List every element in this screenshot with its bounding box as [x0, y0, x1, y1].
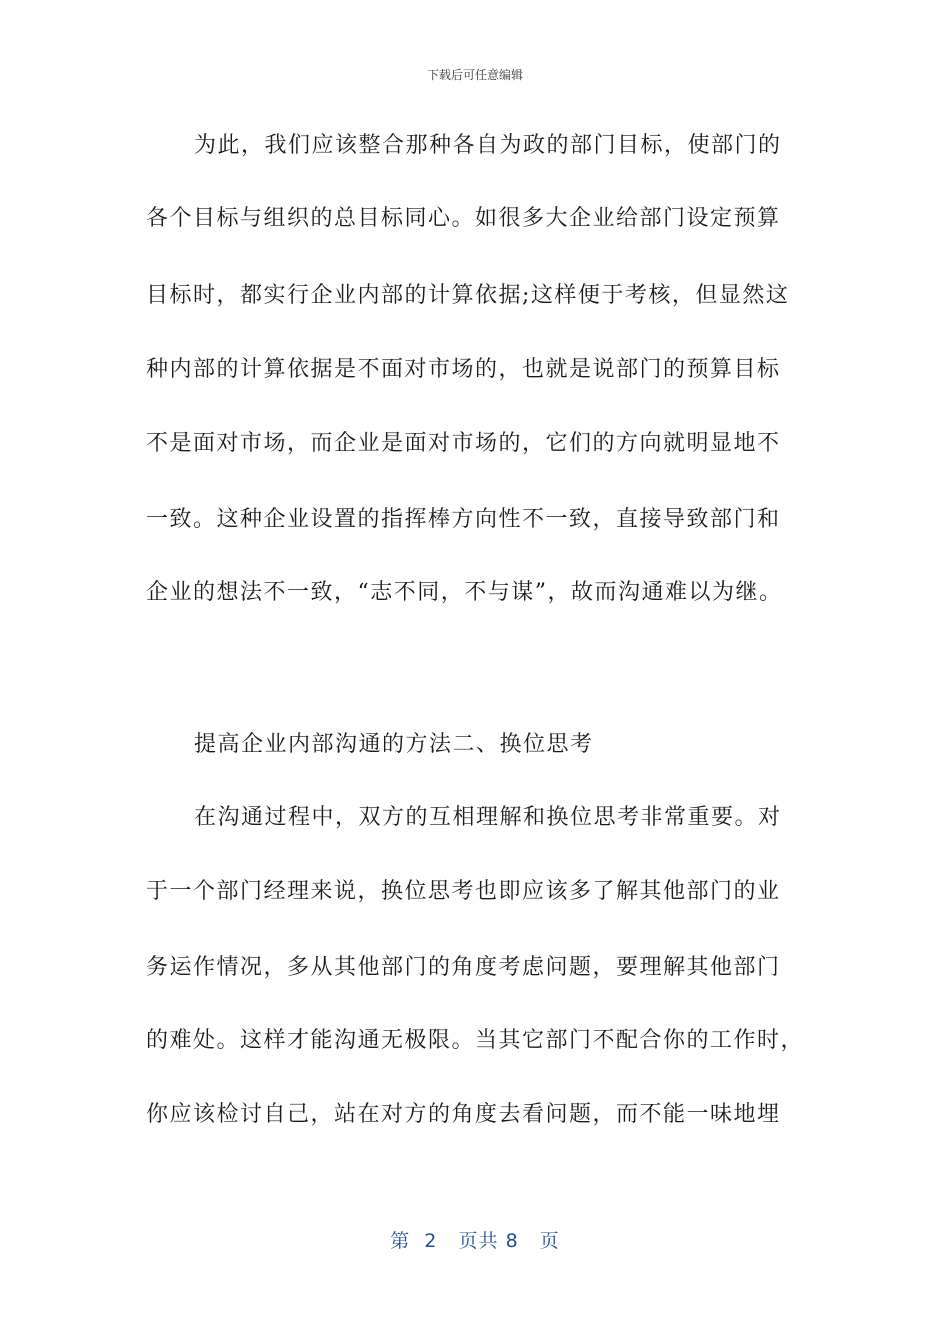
paragraph-line: 在沟通过程中，双方的互相理解和换位思考非常重要。对 [194, 805, 782, 830]
footer-prefix: 第 [390, 1230, 411, 1252]
paragraph-line: 不是面对市场，而企业是面对市场的，它们的方向就明显地不 [146, 431, 781, 456]
section-heading: 提高企业内部沟通的方法二、换位思考 [194, 732, 594, 757]
paragraph-line: 各个目标与组织的总目标同心。如很多大企业给部门设定预算 [146, 206, 781, 231]
footer-page-number: 2 [424, 1230, 438, 1252]
paragraph-line: 务运作情况，多从其他部门的角度考虑问题，要理解其他部门 [146, 955, 781, 980]
footer-suffix: 页 [539, 1230, 560, 1252]
header-text: 下载后可任意编辑 [426, 68, 523, 82]
paragraph-line: 目标时，都实行企业内部的计算依据;这样便于考核，但显然这 [146, 283, 790, 308]
paragraph-line: 企业的想法不一致，“志不同，不与谋”，故而沟通难以为继。 [146, 580, 783, 605]
paragraph-line: 你应该检讨自己，站在对方的角度去看问题，而不能一味地埋 [146, 1102, 781, 1127]
paragraph-line: 种内部的计算依据是不面对市场的，也就是说部门的预算目标 [146, 357, 781, 382]
footer-middle: 页共 [458, 1230, 499, 1252]
paragraph-line: 为此，我们应该整合那种各自为政的部门目标，使部门的 [194, 133, 782, 158]
paragraph-line: 的难处。这样才能沟通无极限。当其它部门不配合你的工作时， [146, 1028, 805, 1053]
page-footer [0, 1226, 950, 1253]
paragraph-line: 一致。这种企业设置的指挥棒方向性不一致，直接导致部门和 [146, 507, 781, 532]
paragraph-line: 于一个部门经理来说，换位思考也即应该多了解其他部门的业 [146, 879, 781, 904]
footer-total-pages: 8 [505, 1230, 519, 1252]
